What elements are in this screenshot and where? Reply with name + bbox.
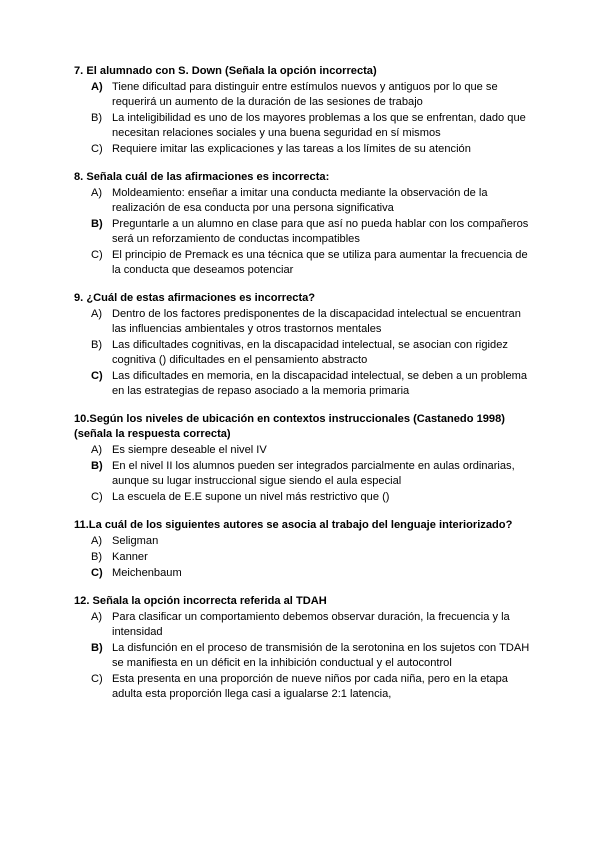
question-title: 9. ¿Cuál de estas afirmaciones es incorrecta? xyxy=(74,292,316,304)
option-letter: A) xyxy=(91,81,103,93)
option-text: Requiere imitar las explicaciones y las tareas a los límites de su atención xyxy=(112,143,471,155)
option-letter: A) xyxy=(91,187,103,199)
question-8 xyxy=(74,170,536,278)
option-text: La disfunción en el proceso de transmisión de la serotonina en los sujetos con TDAH se manifiesta en un déficit en la inhibición conductual y el autocontrol xyxy=(112,642,530,669)
option-text: Meichenbaum xyxy=(112,567,182,579)
option-text: Las dificultades en memoria, en la discapacidad intelectual, se deben a un problema en las estrategias de repaso asociado a la memoria primaria xyxy=(112,370,528,397)
option-b xyxy=(91,550,536,565)
option-a xyxy=(91,186,536,216)
question-11 xyxy=(74,518,536,581)
option-letter: B) xyxy=(91,551,103,563)
option-text: Es siempre deseable el nivel IV xyxy=(112,444,267,456)
option-c xyxy=(91,490,536,505)
option-text: Kanner xyxy=(112,551,148,563)
option-letter: A) xyxy=(91,308,103,320)
question-title: 11.La cuál de los siguientes autores se asocia al trabajo del lenguaje interiorizado? xyxy=(74,519,513,531)
option-c xyxy=(91,672,536,702)
option-letter: B) xyxy=(91,642,103,654)
option-letter: A) xyxy=(91,611,103,623)
option-letter: C) xyxy=(91,673,103,685)
option-text: Preguntarle a un alumno en clase para que así no pueda hablar con los compañeros será un reforzamiento de conductas incompatibles xyxy=(112,218,529,245)
option-text: Seligman xyxy=(112,535,159,547)
option-text: La escuela de E.E supone un nivel más restrictivo que () xyxy=(112,491,390,503)
option-letter: C) xyxy=(91,143,103,155)
option-c xyxy=(91,248,536,278)
option-a xyxy=(91,534,536,549)
option-c xyxy=(91,566,536,581)
option-a xyxy=(91,307,536,337)
option-c xyxy=(91,369,536,399)
option-letter: B) xyxy=(91,339,103,351)
option-text: Dentro de los factores predisponentes de la discapacidad intelectual se encuentran las influencias ambientales y otros trastornos mentales xyxy=(112,308,521,335)
option-b xyxy=(91,338,536,368)
question-12 xyxy=(74,594,536,702)
question-10 xyxy=(74,412,536,505)
option-letter: B) xyxy=(91,460,103,472)
option-letter: C) xyxy=(91,491,103,503)
option-text: Las dificultades cognitivas, en la discapacidad intelectual, se asocian con rigidez cognitiva () dificultades en el pensamiento abstracto xyxy=(112,339,508,366)
option-text: Esta presenta en una proporción de nueve niños por cada niña, pero en la etapa adulta esta proporción llega casi a igualarse 2:1 latencia, xyxy=(112,673,508,700)
option-b xyxy=(91,111,536,141)
option-b xyxy=(91,217,536,247)
option-letter: B) xyxy=(91,112,103,124)
option-letter: B) xyxy=(91,218,103,230)
option-letter: A) xyxy=(91,535,103,547)
question-title: 7. El alumnado con S. Down (Señala la opción incorrecta) xyxy=(74,65,377,77)
exam-page xyxy=(74,64,536,715)
option-text: En el nivel II los alumnos pueden ser integrados parcialmente en aulas ordinarias, aunque su lugar instruccional sigue siendo el aula especial xyxy=(112,460,515,487)
option-text: Para clasificar un comportamiento debemos observar duración, la frecuencia y la intensidad xyxy=(112,611,510,638)
option-b xyxy=(91,641,536,671)
option-text: Moldeamiento: enseñar a imitar una conducta mediante la observación de la realización de esa conducta por una persona significativa xyxy=(112,187,488,214)
option-text: El principio de Premack es una técnica que se utiliza para aumentar la frecuencia de la conducta que deseamos potenciar xyxy=(112,249,528,276)
option-letter: C) xyxy=(91,567,103,579)
option-letter: C) xyxy=(91,249,103,261)
option-letter: C) xyxy=(91,370,103,382)
option-a xyxy=(91,610,536,640)
question-title: 10.Según los niveles de ubicación en contextos instruccionales (Castanedo 1998) (señala la respuesta correcta) xyxy=(74,413,505,440)
option-letter: A) xyxy=(91,444,103,456)
option-text: La inteligibilidad es uno de los mayores problemas a los que se enfrentan, dado que necesitan relaciones sociales y una buena seguridad en sí mismos xyxy=(112,112,526,139)
option-c xyxy=(91,142,536,157)
option-text: Tiene dificultad para distinguir entre estímulos nuevos y antiguos por lo que se requerirá un aumento de la duración de las sesiones de trabajo xyxy=(112,81,498,108)
question-title: 8. Señala cuál de las afirmaciones es incorrecta: xyxy=(74,171,330,183)
option-a xyxy=(91,80,536,110)
question-title: 12. Señala la opción incorrecta referida al TDAH xyxy=(74,595,327,607)
option-a xyxy=(91,443,536,458)
question-9 xyxy=(74,291,536,399)
question-7 xyxy=(74,64,536,157)
option-b xyxy=(91,459,536,489)
